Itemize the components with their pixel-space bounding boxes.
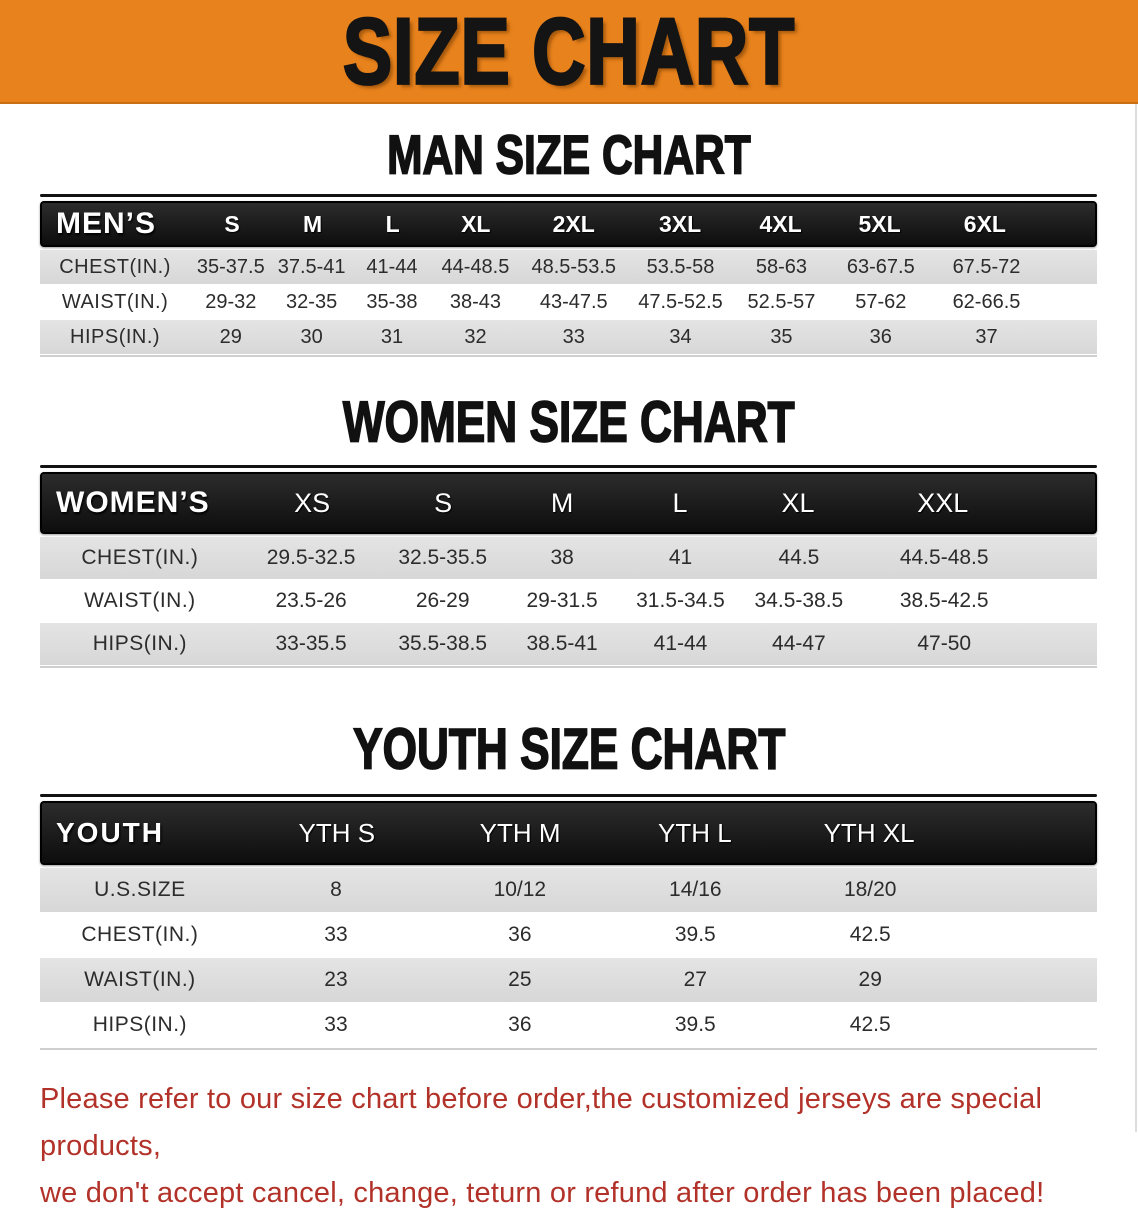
table-cell: 62-66.5 <box>952 290 1021 313</box>
table-cell: 29 <box>858 968 882 991</box>
size-chart-banner <box>0 0 1138 104</box>
table-cell: 33 <box>562 325 585 348</box>
table-cell: 23.5-26 <box>275 589 347 612</box>
table-cell: 29 <box>219 325 242 348</box>
table-cell: 14/16 <box>669 878 722 901</box>
table-cell: 41-44 <box>653 632 708 655</box>
column-header-yth-m: YTH M <box>479 817 561 848</box>
table-cell: 57-62 <box>855 290 907 313</box>
column-header-6xl: 6XL <box>963 210 1006 237</box>
table-cell: 58-63 <box>755 255 808 278</box>
column-header-4xl: 4XL <box>759 210 802 237</box>
row-label: WAIST(IN.) <box>61 290 169 313</box>
womens-hips-row <box>40 623 1097 665</box>
table-cell: 34.5-38.5 <box>754 589 844 612</box>
table-cell: 48.5-53.5 <box>531 255 617 278</box>
table-cell: 38.5-41 <box>526 632 598 655</box>
table-cell: 31 <box>380 325 404 348</box>
table-cell: 26-29 <box>415 589 470 612</box>
table-top-border <box>40 794 1097 797</box>
column-header-2xl: 2XL <box>552 210 595 237</box>
table-cell: 44.5 <box>778 546 820 569</box>
table-cell: 33 <box>324 1013 348 1036</box>
table-cell: 8 <box>330 878 342 901</box>
column-header-yth-s: YTH S <box>298 817 376 848</box>
column-header-m: M <box>550 487 574 518</box>
row-label: HIPS(IN.) <box>92 632 188 655</box>
row-label: CHEST(IN.) <box>81 923 199 946</box>
table-cell: 41-44 <box>366 255 418 278</box>
table-cell: 67.5-72 <box>952 255 1021 278</box>
table-cell: 38 <box>550 546 574 569</box>
table-top-border <box>40 194 1097 197</box>
mens-chest-row <box>40 250 1097 284</box>
table-bottom-border <box>40 666 1097 668</box>
row-label: HIPS(IN.) <box>92 1013 188 1036</box>
youth-table-title: YOUTH <box>56 817 164 848</box>
table-cell: 37 <box>975 325 998 348</box>
man-size-chart-heading: MAN SIZE CHART <box>387 124 751 186</box>
table-cell: 25 <box>508 968 532 991</box>
youth-size-table <box>40 794 1097 1050</box>
table-cell: 29-31.5 <box>526 589 598 612</box>
row-label: WAIST(IN.) <box>84 968 196 991</box>
table-cell: 36 <box>869 325 892 348</box>
womens-size-table <box>40 465 1097 668</box>
womens-header-row <box>40 472 1097 534</box>
column-header-l: L <box>385 210 400 237</box>
table-cell: 63-67.5 <box>846 255 915 278</box>
table-cell: 34 <box>669 325 692 348</box>
table-cell: 33-35.5 <box>275 632 347 655</box>
man-heading-wrap <box>0 124 1138 186</box>
table-cell: 37.5-41 <box>277 255 346 278</box>
column-header-yth-xl: YTH XL <box>823 817 915 848</box>
women-size-chart-heading: WOMEN SIZE CHART <box>343 391 795 455</box>
row-label: WAIST(IN.) <box>84 589 196 612</box>
table-cell: 38.5-42.5 <box>899 589 989 612</box>
womens-waist-row <box>40 580 1097 622</box>
table-cell: 32-35 <box>286 290 338 313</box>
mens-header-row <box>40 201 1097 247</box>
column-header-xl: XL <box>461 210 491 237</box>
row-label: CHEST(IN.) <box>81 546 199 569</box>
table-cell: 39.5 <box>674 1013 716 1036</box>
column-header-l: L <box>672 487 688 518</box>
column-header-yth-l: YTH L <box>658 817 732 848</box>
women-size-section <box>0 391 1138 668</box>
man-size-section <box>0 124 1138 357</box>
banner-title: SIZE CHART <box>342 0 796 104</box>
table-bottom-border <box>40 1048 1097 1050</box>
table-cell: 43-47.5 <box>539 290 608 313</box>
column-header-5xl: 5XL <box>858 210 901 237</box>
womens-table-title: WOMEN’S <box>56 486 210 519</box>
image-edge-line <box>1135 104 1137 1132</box>
table-cell: 35-37.5 <box>196 255 265 278</box>
mens-hips-row <box>40 320 1097 354</box>
table-cell: 31.5-34.5 <box>636 589 725 612</box>
column-header-xs: XS <box>294 487 331 518</box>
table-cell: 44-48.5 <box>441 255 510 278</box>
youth-hips-row <box>40 1003 1097 1047</box>
table-cell: 36 <box>508 923 532 946</box>
youth-header-row <box>40 801 1097 865</box>
youth-chest-row <box>40 913 1097 957</box>
table-cell: 30 <box>300 325 323 348</box>
table-cell: 44-47 <box>772 632 826 655</box>
youth-heading-wrap <box>0 718 1138 782</box>
women-heading-wrap <box>0 391 1138 455</box>
table-bottom-border <box>40 355 1097 357</box>
table-cell: 29.5-32.5 <box>266 546 356 569</box>
table-cell: 39.5 <box>674 923 716 946</box>
table-cell: 35-38 <box>366 290 418 313</box>
table-cell: 33 <box>324 923 348 946</box>
youth-size-chart-heading: YOUTH SIZE CHART <box>352 718 786 782</box>
table-cell: 32.5-35.5 <box>398 546 488 569</box>
table-cell: 42.5 <box>849 1013 891 1036</box>
order-disclaimer <box>40 1076 1138 1217</box>
table-cell: 35 <box>770 325 793 348</box>
table-cell: 23 <box>324 968 348 991</box>
mens-table-title: MEN’S <box>56 207 157 240</box>
disclaimer-line-1: Please refer to our size chart before order,the customized jerseys are special products, <box>40 1083 1043 1162</box>
table-cell: 38-43 <box>449 290 502 313</box>
table-cell: 29-32 <box>205 290 257 313</box>
table-cell: 41 <box>668 546 693 569</box>
column-header-m: M <box>303 210 323 237</box>
table-cell: 18/20 <box>843 878 897 901</box>
table-cell: 52.5-57 <box>747 290 816 313</box>
column-header-xxl: XXL <box>917 487 969 518</box>
youth-ussize-row <box>40 868 1097 912</box>
youth-size-section <box>0 718 1138 1050</box>
column-header-s: S <box>224 210 240 237</box>
youth-waist-row <box>40 958 1097 1002</box>
table-cell: 32 <box>464 325 487 348</box>
table-cell: 42.5 <box>849 923 891 946</box>
mens-size-table <box>40 194 1097 357</box>
table-cell: 10/12 <box>493 878 547 901</box>
table-cell: 53.5-58 <box>646 255 715 278</box>
table-cell: 27 <box>683 968 707 991</box>
table-cell: 47-50 <box>917 632 972 655</box>
table-top-border <box>40 465 1097 468</box>
womens-chest-row <box>40 537 1097 579</box>
row-label: HIPS(IN.) <box>70 325 161 348</box>
column-header-xl: XL <box>781 487 815 518</box>
table-cell: 47.5-52.5 <box>638 290 723 313</box>
row-label: U.S.SIZE <box>94 878 186 901</box>
table-cell: 44.5-48.5 <box>899 546 989 569</box>
mens-waist-row <box>40 285 1097 319</box>
column-header-3xl: 3XL <box>658 210 702 237</box>
column-header-s: S <box>434 487 453 518</box>
table-cell: 36 <box>508 1013 532 1036</box>
disclaimer-line-2: we don't accept cancel, change, teturn or refund after order has been placed! <box>40 1176 1045 1209</box>
row-label: CHEST(IN.) <box>59 255 171 278</box>
table-cell: 35.5-38.5 <box>398 632 488 655</box>
